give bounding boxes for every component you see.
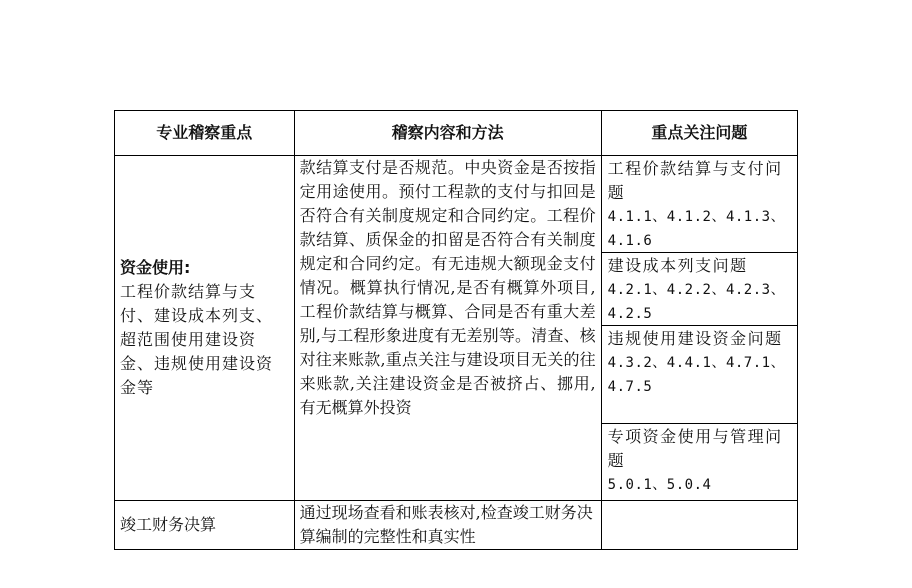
issues-cell-empty <box>601 501 797 550</box>
issue-title: 工程价款结算与支付问题 <box>607 159 783 202</box>
focus-title: 资金使用: <box>120 258 191 277</box>
issues-cell <box>601 156 797 501</box>
issue-title: 建设成本列支问题 <box>607 256 748 275</box>
issue-item <box>602 424 797 498</box>
audit-table <box>114 110 798 550</box>
table-row <box>115 156 798 501</box>
issue-title: 专项资金使用与管理问题 <box>607 427 783 470</box>
issue-item <box>602 156 797 253</box>
issue-item <box>602 326 797 424</box>
method-cell: 通过现场查看和账表核对,检查竣工财务决算编制的完整性和真实性 <box>294 501 601 550</box>
focus-cell <box>115 156 295 501</box>
column-header-focus: 专业稽察重点 <box>115 111 295 156</box>
column-header-issues: 重点关注问题 <box>601 111 797 156</box>
issue-codes: 5.0.1、5.0.4 <box>607 477 712 493</box>
issue-title: 违规使用建设资金问题 <box>607 329 783 348</box>
table-header-row <box>115 111 798 156</box>
method-cell: 款结算支付是否规范。中央资金是否按指定用途使用。预付工程款的支付与扣回是否符合有关制度规定和合同约定。工程价款结算、质保金的扣留是否符合有关制度规定和合同约定。有无违规大额现金支付情况。概算执行情况,是否有概算外项目,工程价款结算与概算、合同是否有重大差别,与工程形象进度有无差别等。清查、核对往来账款,重点关注与建设项目无关的往来账款,关注建设资金是否被挤占、挪用,有无概算外投资 <box>294 156 601 501</box>
table-row <box>115 501 798 550</box>
issue-codes: 4.3.2、4.4.1、4.7.1、4.7.5 <box>607 355 786 395</box>
issue-item <box>602 253 797 326</box>
focus-title: 竣工财务决算 <box>115 501 295 550</box>
focus-description: 工程价款结算与支付、建设成本列支、超范围使用建设资金、违规使用建设资金等 <box>120 282 274 397</box>
issue-codes: 4.1.1、4.1.2、4.1.3、4.1.6 <box>607 209 786 249</box>
column-header-method: 稽察内容和方法 <box>294 111 601 156</box>
issue-codes: 4.2.1、4.2.2、4.2.3、4.2.5 <box>607 282 786 322</box>
